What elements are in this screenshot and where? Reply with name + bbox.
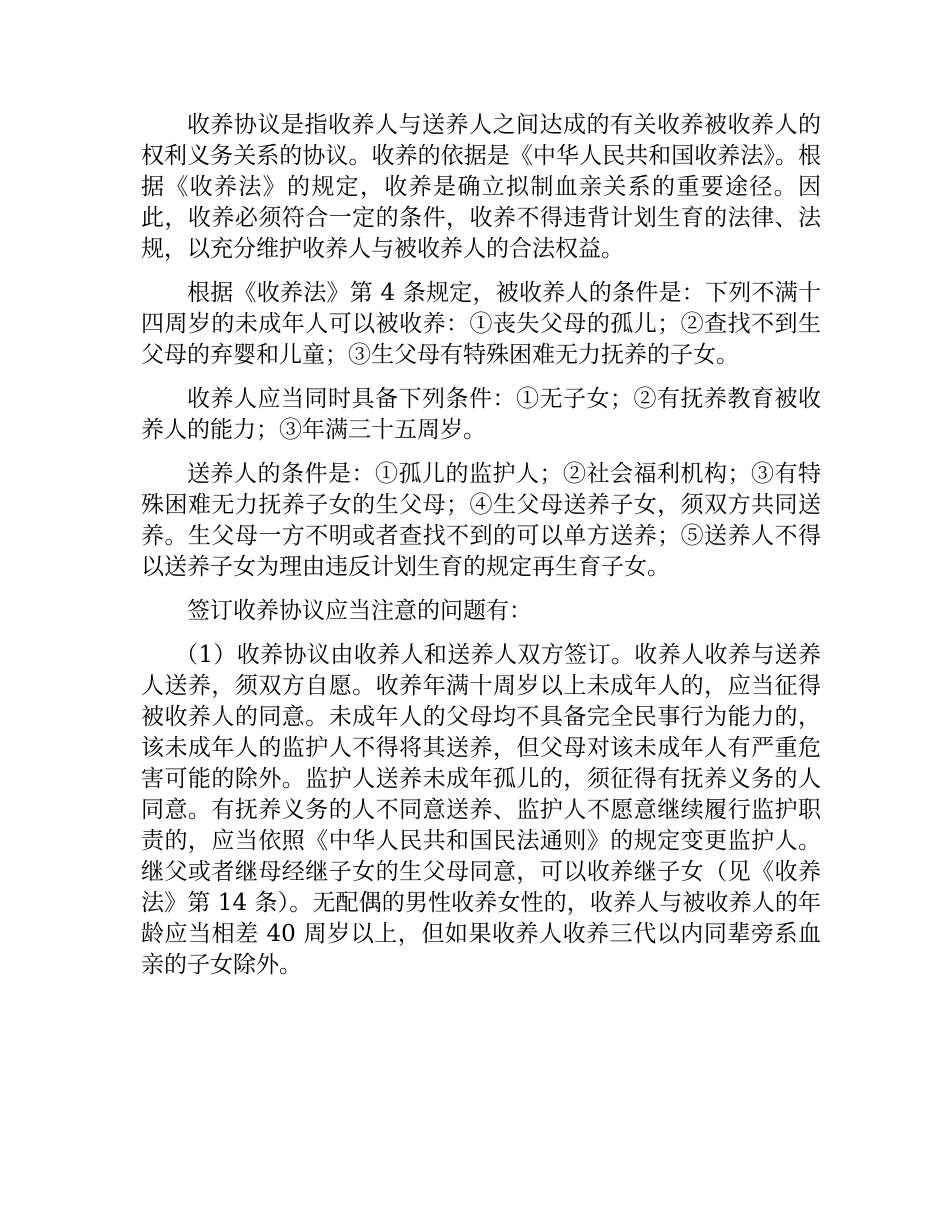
- paragraph-issues-heading: 签订收养协议应当注意的问题有：: [187, 598, 532, 624]
- paragraph-adoptee-conditions: 根据《收养法》第 4 条规定，被收养人的条件是：下列不满十四周岁的未成年人可以被收养：①丧失父母的孤儿；②查找不到生父母的弃婴和儿童；③生父母有特殊困难无力抚养的子女。: [141, 280, 821, 368]
- paragraph-placer-conditions: 送养人的条件是：①孤儿的监护人；②社会福利机构；③有特殊困难无力抚养子女的生父母；④生父母送养子女，须双方共同送养。生父母一方不明或者查找不到的可以单方送养；⑤送养人不得以送养子女为理由违反计划生育的规定再生育子女。: [141, 461, 821, 580]
- paragraph-definition: 收养协议是指收养人与送养人之间达成的有关收养被收养人的权利义务关系的协议。收养的依据是《中华人民共和国收养法》。根据《收养法》的规定，收养是确立拟制血亲关系的重要途径。因此，收养必须符合一定的条件，收养不得违背计划生育的法律、法规，以充分维护收养人与被收养人的合法权益。: [141, 112, 821, 262]
- paragraph-adopter-conditions: 收养人应当同时具备下列条件：①无子女；②有抚养教育被收养人的能力；③年满三十五周岁。: [141, 386, 821, 443]
- paragraph-issue-1: （1）收养协议由收养人和送养人双方签订。收养人收养与送养人送养，须双方自愿。收养年满十周岁以上未成年人的，应当征得被收养人的同意。未成年人的父母均不具备完全民事行为能力的，该未成年人的监护人不得将其送养，但父母对该未成年人有严重危害可能的除外。监护人送养未成年孤儿的，须征得有抚养义务的人同意。有抚养义务的人不同意送养、监护人不愿意继续履行监护职责的，应当依照《中华人民共和国民法通则》的规定变更监护人。继父或者继母经继子女的生父母同意，可以收养继子女（见《收养法》第 14 条）。无配偶的男性收养女性的，收养人与被收养人的年龄应当相差 40 周岁以上，但如果收养人收养三代以内同辈旁系血亲的子女除外。: [141, 642, 821, 978]
- document-page: [141, 110, 821, 994]
